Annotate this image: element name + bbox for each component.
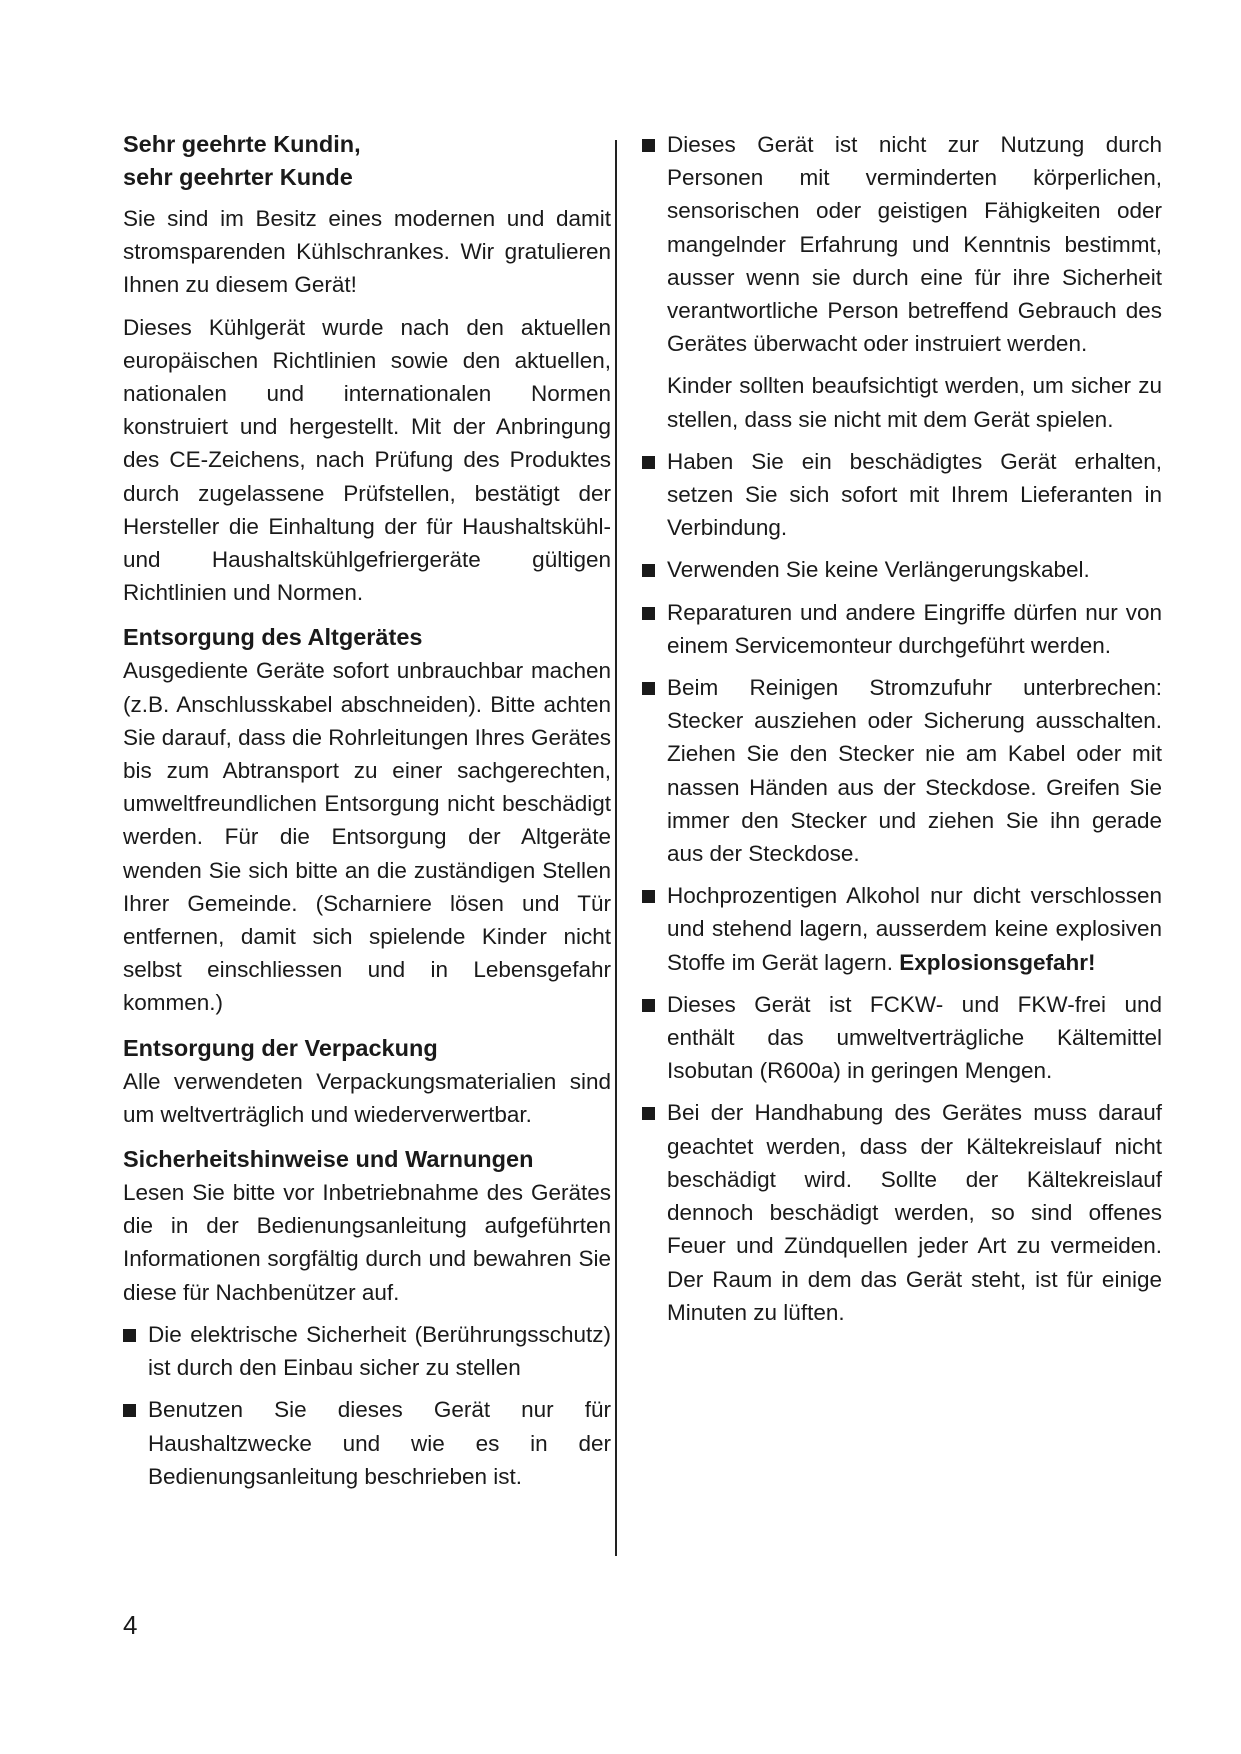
disposal-packaging-text: Alle verwendeten Verpackungsmaterialien sind um weltverträglich und wiederverwertbar. (123, 1068, 611, 1127)
list-item: Benutzen Sie dieses Gerät nur für Haushaltzwecke und wie es in der Bedienungsanleitung beschrieben ist. (123, 1393, 611, 1493)
safety-bullet-list (123, 1318, 611, 1493)
left-column (123, 128, 611, 1502)
explosion-warning: Explosionsgefahr! (899, 949, 1096, 975)
list-item: Reparaturen und andere Eingriffe dürfen nur von einem Servicemonteur durchgeführt werden. (642, 596, 1162, 662)
warnings-bullet-list (642, 128, 1162, 1329)
column-divider (615, 140, 617, 1556)
page-number: 4 (123, 1610, 138, 1640)
list-item: Dieses Gerät ist FCKW- und FKW-frei und enthält das umweltverträgliche Kältemittel Isobutan (R600a) in geringen Mengen. (642, 988, 1162, 1088)
safety-heading: Sicherheitshinweise und Warnungen (123, 1146, 534, 1173)
safety-text: Lesen Sie bitte vor Inbetriebnahme des Gerätes die in der Bedienungsanleitung aufgeführten Informationen sorgfältig durch und bewahren Sie diese für Nachbenützer auf. (123, 1180, 611, 1305)
list-item: Beim Reinigen Stromzufuhr unterbrechen: Stecker ausziehen oder Sicherung ausschalten. Ziehen Sie den Stecker nie am Kabel oder mit nassen Händen aus der Steckdose. Greifen Sie immer den Stecker und ziehen Sie ihn gerade aus der Steckdose. (642, 671, 1162, 870)
right-column (642, 128, 1162, 1338)
list-item: Dieses Gerät ist nicht zur Nutzung durch Personen mit verminderten körperlichen, sensorischen oder geistigen Fähigkeiten oder mangelnder Erfahrung und Kenntnis bestimmt, ausser wenn sie durch eine für ihre Sicherheit verantwortliche Person betreffend Gebrauch des Gerätes überwacht oder instruiert werden. Kinder sollten beaufsichtigt werden, um sicher zu stellen, dass sie nicht mit dem Gerät spielen. (642, 128, 1162, 436)
intro-paragraph: Sie sind im Besitz eines modernen und damit stromsparenden Kühlschrankes. Wir gratulieren Ihnen zu diesem Gerät! (123, 206, 611, 298)
list-item: Verwenden Sie keine Verlängerungskabel. (642, 553, 1162, 586)
list-item: Hochprozentigen Alkohol nur dicht verschlossen und stehend lagern, ausserdem keine explosiven Stoffe im Gerät lagern. Explosionsgefahr! (642, 879, 1162, 979)
disposal-packaging-heading: Entsorgung der Verpackung (123, 1034, 438, 1061)
disposal-old-text: Ausgediente Geräte sofort unbrauchbar machen (z.B. Anschlusskabel abschneiden). Bitte achten Sie darauf, dass die Rohrleitungen Ihres Gerätes bis zum Abtransport zu einer sachgerechten, umweltfreundlichen Entsorgung nicht beschädigt werden. Für die Entsorgung der Altgeräte wenden Sie sich bitte an die zuständigen Stellen Ihrer Gemeinde. (Scharniere lösen und Tür entfernen, damit sich spielende Kinder nicht selbst einschliessen und in Lebensgefahr kommen.) (123, 658, 611, 1016)
list-item: Bei der Handhabung des Gerätes muss darauf geachtet werden, dass der Kältekreislauf nicht beschädigt wird. Sollte der Kältekreislauf dennoch beschädigt werden, so sind offenes Feuer und Zündquellen jeder Art zu vermeiden. Der Raum in dem das Gerät steht, ist für einige Minuten zu lüften. (642, 1096, 1162, 1328)
disposal-old-heading: Entsorgung des Altgerätes (123, 624, 423, 651)
standards-paragraph: Dieses Kühlgerät wurde nach den aktuellen europäischen Richtlinien sowie den aktuellen, nationalen und internationalen Normen konstruiert und hergestellt. Mit der Anbringung des CE-Zeichens, nach Prüfung des Produktes durch zugelassene Prüfstellen, bestätigt der Hersteller die Einhaltung der für Haushaltskühl- und Haushaltskühlgefriergeräte gültigen Richtlinien und Normen. (123, 314, 611, 606)
greeting-heading: Sehr geehrte Kundin, sehr geehrter Kunde (123, 131, 361, 190)
list-item: Haben Sie ein beschädigtes Gerät erhalten, setzen Sie sich sofort mit Ihrem Lieferanten in Verbindung. (642, 445, 1162, 545)
list-item: Die elektrische Sicherheit (Berührungsschutz) ist durch den Einbau sicher zu stellen (123, 1318, 611, 1384)
